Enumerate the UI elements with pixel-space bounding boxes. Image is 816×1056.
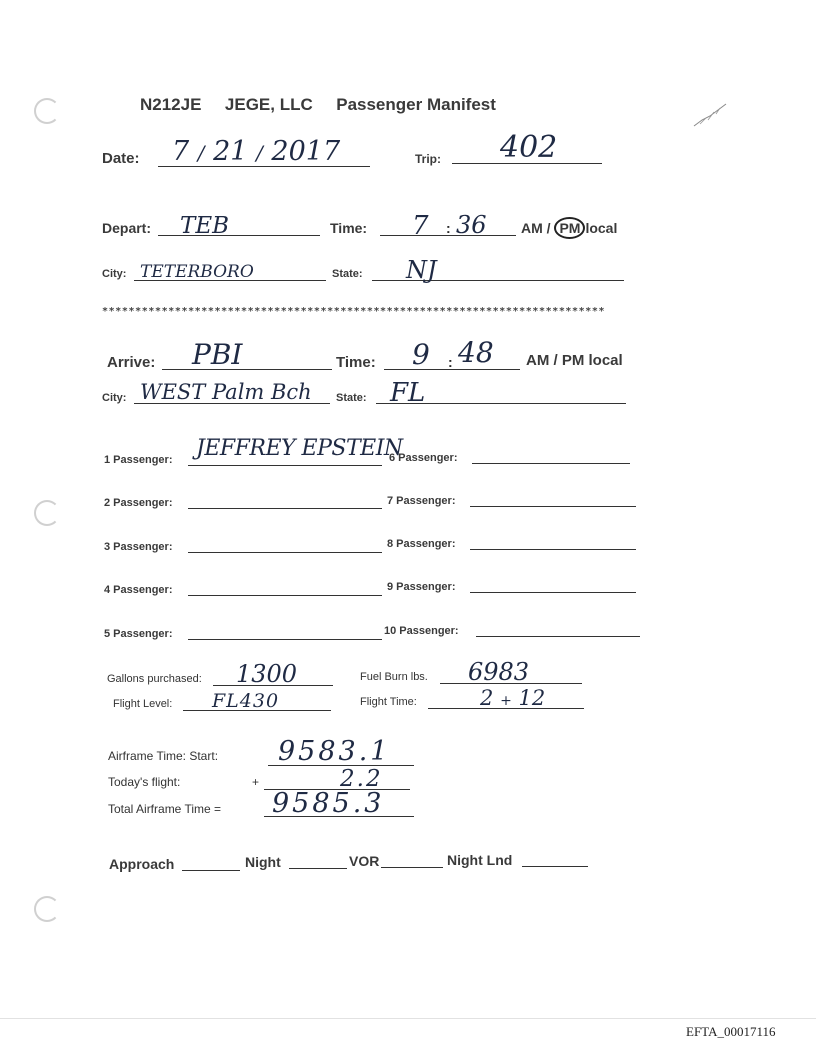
plus-sign: + — [252, 775, 260, 789]
passenger-1-line — [188, 465, 382, 466]
passenger-2-label: 2 Passenger: — [104, 497, 173, 509]
arrive-state-label: State: — [336, 392, 367, 404]
binder-hole-top — [34, 98, 60, 124]
flight-time-label: Flight Time: — [360, 696, 417, 708]
passenger-6-label: 6 Passenger: — [389, 452, 458, 464]
vor-label: VOR — [349, 853, 380, 869]
depart-label: Depart: — [102, 220, 152, 236]
depart-time-colon: : — [446, 220, 451, 236]
manifest-header — [140, 95, 496, 115]
night-lnd-label: Night Lnd — [447, 852, 513, 868]
passenger-5-label: 5 Passenger: — [104, 628, 173, 640]
passenger-7-label: 7 Passenger: — [387, 495, 456, 507]
depart-state-label: State: — [332, 268, 363, 280]
gallons-label: Gallons purchased: — [107, 673, 202, 685]
flight-level-label: Flight Level: — [113, 698, 173, 710]
depart-hour[interactable]: 7 — [412, 211, 429, 241]
approach-line[interactable] — [182, 870, 240, 871]
depart-airport[interactable]: TEB — [180, 213, 230, 239]
depart-city[interactable]: TETERBORO — [140, 262, 254, 282]
arrive-line — [162, 369, 332, 370]
arrive-time-colon: : — [448, 354, 453, 370]
arrive-minute[interactable]: 48 — [458, 336, 494, 369]
date-month: 7 — [172, 136, 190, 167]
tail-number: N212JE — [140, 95, 202, 114]
local-label: local — [585, 220, 618, 236]
depart-state[interactable]: NJ — [406, 256, 437, 284]
depart-minute[interactable]: 36 — [456, 211, 487, 239]
passenger-5-line[interactable] — [188, 639, 382, 640]
airframe-start-label: Airframe Time: Start: — [108, 749, 219, 763]
passenger-3-label: 3 Passenger: — [104, 541, 173, 553]
arrive-label: Arrive: — [107, 354, 156, 371]
flight-time-value[interactable] — [480, 686, 545, 710]
passenger-4-label: 4 Passenger: — [104, 584, 173, 596]
fuel-burn-label: Fuel Burn lbs. — [360, 671, 428, 683]
passenger-8-label: 8 Passenger: — [387, 538, 456, 550]
todays-flight-value[interactable]: 2.2 — [340, 766, 383, 792]
passenger-2-line[interactable] — [188, 508, 382, 509]
night-label: Night — [245, 854, 281, 870]
arrive-ampm: AM / PM local — [526, 352, 623, 369]
flight-time-sep: + — [500, 693, 512, 709]
depart-ampm — [521, 220, 617, 236]
passenger-9-line[interactable] — [470, 592, 636, 593]
date-value[interactable] — [172, 136, 340, 167]
passenger-4-line[interactable] — [188, 595, 382, 596]
scan-mark — [690, 100, 734, 134]
fuel-burn-value[interactable]: 6983 — [468, 658, 530, 686]
night-lnd-line[interactable] — [522, 866, 588, 867]
airframe-start-value[interactable]: 9583.1 — [278, 736, 391, 767]
depart-time-label: Time: — [330, 220, 368, 236]
flight-time-minutes: 12 — [518, 686, 546, 710]
date-day: 21 — [213, 136, 248, 167]
section-separator: **************************************************************************** — [102, 306, 606, 317]
trip-label: Trip: — [415, 152, 441, 166]
night-line[interactable] — [289, 868, 347, 869]
arrive-city-label: City: — [102, 392, 127, 404]
arrive-state[interactable]: FL — [390, 378, 426, 408]
passenger-10-line[interactable] — [476, 636, 640, 637]
date-year: 2017 — [271, 136, 341, 167]
passenger-6-line[interactable] — [472, 463, 630, 464]
date-label: Date: — [102, 150, 140, 167]
arrive-time-label: Time: — [336, 354, 376, 371]
arrive-hour[interactable]: 9 — [412, 338, 430, 371]
todays-flight-label: Today's flight: — [108, 775, 181, 789]
date-sep-2: / — [256, 141, 263, 165]
arrive-city[interactable]: WEST Palm Bch — [140, 380, 312, 404]
depart-city-label: City: — [102, 268, 127, 280]
passenger-9-label: 9 Passenger: — [387, 581, 456, 593]
passenger-1-name[interactable]: JEFFREY EPSTEIN — [196, 436, 403, 461]
binder-hole-middle — [34, 500, 60, 526]
passenger-3-line[interactable] — [188, 552, 382, 553]
am-label: AM / — [521, 220, 551, 236]
approach-label: Approach — [109, 856, 175, 872]
vor-line[interactable] — [381, 867, 443, 868]
gallons-value[interactable]: 1300 — [236, 660, 298, 688]
flight-level-value[interactable]: FL430 — [212, 690, 280, 712]
passenger-1-label: 1 Passenger: — [104, 454, 173, 466]
binder-hole-bottom — [34, 896, 60, 922]
arrive-airport[interactable]: PBI — [192, 338, 243, 371]
passenger-7-line[interactable] — [470, 506, 636, 507]
pm-circled: PM — [554, 217, 585, 239]
total-airframe-value[interactable]: 9585.3 — [272, 788, 385, 819]
document-id: EFTA_00017116 — [686, 1024, 776, 1039]
manifest-title: Passenger Manifest — [336, 95, 496, 114]
scan-edge-line — [0, 1018, 816, 1019]
passenger-10-label: 10 Passenger: — [384, 625, 459, 637]
date-sep-1: / — [197, 141, 205, 165]
company-name: JEGE, LLC — [224, 95, 313, 114]
flight-time-hours: 2 — [480, 686, 494, 710]
total-airframe-label: Total Airframe Time = — [108, 802, 222, 816]
passenger-8-line[interactable] — [470, 549, 636, 550]
trip-value[interactable]: 402 — [500, 130, 558, 165]
